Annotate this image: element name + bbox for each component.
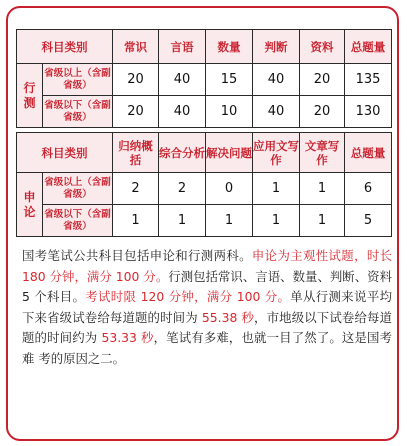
table-cell: 1 (159, 205, 206, 237)
table-cell: 40 (159, 96, 206, 128)
table-header-row (17, 30, 392, 64)
table-row (17, 173, 392, 205)
xingce-subjects-text: 行测包括常识、言语、数量、判断、资料 5 个科目。 (22, 268, 392, 304)
column-header: 应用文写作 (253, 133, 300, 173)
conclusion-text: ，笔试有多难，也就一目了然了。这是国考难 考的原因之二。 (22, 330, 392, 366)
table-cell: 10 (206, 96, 253, 128)
row-label: 省级以上（含副省级） (43, 173, 113, 205)
column-header: 归纳概括 (113, 133, 159, 173)
table-cell: 40 (253, 64, 300, 96)
table-cell: 1 (206, 205, 253, 237)
city-level-text: ，市地级以下试卷给每道题的时间约为 (22, 309, 392, 345)
table-cell: 1 (300, 173, 345, 205)
intro-text: 国考笔试公共科目包括申论和行测两科。 (22, 248, 252, 263)
row-label: 省级以下（含副省级） (43, 96, 113, 128)
xingce-table (16, 29, 392, 128)
table-row (17, 205, 392, 237)
table-cell: 20 (113, 64, 159, 96)
table-cell: 1 (253, 205, 300, 237)
category-header: 科目类别 (17, 30, 113, 64)
table-cell: 20 (113, 96, 159, 128)
group-label: 行测 (17, 64, 43, 128)
table-cell: 1 (253, 173, 300, 205)
category-header: 科目类别 (17, 133, 113, 173)
description-paragraph (22, 246, 392, 369)
column-header: 总题量 (345, 30, 392, 64)
table-row (17, 96, 392, 128)
table-cell: 6 (345, 173, 392, 205)
column-header: 言语 (159, 30, 206, 64)
table-cell: 2 (113, 173, 159, 205)
table-cell: 0 (206, 173, 253, 205)
table-cell: 1 (300, 205, 345, 237)
shenlun-table (16, 132, 392, 237)
table-header-row (17, 133, 392, 173)
column-header: 综合分析 (159, 133, 206, 173)
row-label: 省级以上（含副省级） (43, 64, 113, 96)
column-header: 数量 (206, 30, 253, 64)
table-cell: 20 (300, 64, 345, 96)
table-cell: 40 (159, 64, 206, 96)
table-cell: 130 (345, 96, 392, 128)
table-cell: 15 (206, 64, 253, 96)
group-label: 申论 (17, 173, 43, 237)
table-cell: 40 (253, 96, 300, 128)
per-question-text: 单从行测来说平均下来省级试卷给每道题的时间为 (22, 289, 392, 325)
column-header: 资料 (300, 30, 345, 64)
table-cell: 1 (113, 205, 159, 237)
table-cell: 20 (300, 96, 345, 128)
shenlun-highlight: 申论为主观性试题，时长 180 分钟，满分 100 分。 (22, 248, 393, 284)
table-row (17, 64, 392, 96)
column-header: 总题量 (345, 133, 392, 173)
city-time-value: 53.33 秒 (101, 330, 154, 345)
table-cell: 135 (345, 64, 392, 96)
table-cell: 2 (159, 173, 206, 205)
table-cell: 5 (345, 205, 392, 237)
column-header: 常识 (113, 30, 159, 64)
row-label: 省级以下（含副省级） (43, 205, 113, 237)
time-limit-highlight: 考试时限 120 分钟，满分 100 分。 (85, 289, 291, 304)
info-card (6, 6, 399, 441)
column-header: 判断 (253, 30, 300, 64)
column-header: 解决问题 (206, 133, 253, 173)
provincial-time-value: 55.38 秒 (201, 309, 255, 325)
column-header: 文章写作 (300, 133, 345, 173)
